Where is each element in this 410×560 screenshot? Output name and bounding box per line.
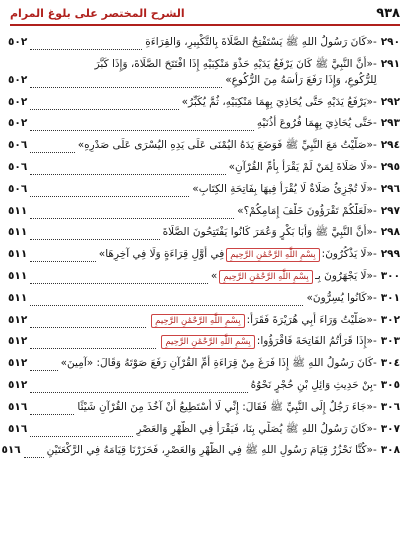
dotted-leader xyxy=(30,274,208,284)
dotted-leader xyxy=(30,361,57,371)
entry-page: ٥١١ xyxy=(8,269,28,282)
dotted-leader xyxy=(30,252,96,262)
index-entry xyxy=(8,203,400,219)
entry-page: ٥١٢ xyxy=(8,335,28,348)
basmala-box: بِسْمِ اللَّهِ الرَّحْمَٰنِ الرَّحِيمِ xyxy=(219,270,312,284)
index-entry xyxy=(8,290,400,306)
basmala-box: بِسْمِ اللَّهِ الرَّحْمَٰنِ الرَّحِيمِ xyxy=(151,314,244,328)
entry-text: -«صَلَّيْتُ مَعَ النَّبِيِّ ﷺ فَوَضَعَ يَدَهُ اليُمْنَى عَلَى يَدِهِ اليُسْرَى عَلَى صَدْرِهِ» xyxy=(77,139,377,152)
index-entry xyxy=(8,312,400,328)
dotted-leader xyxy=(30,40,142,50)
index-entry xyxy=(8,159,400,175)
entry-text-continued: لِلرُّكُوعِ، وَإِذَا رَفَعَ رَأْسَهُ مِنَ الرُّكُوعِ» xyxy=(225,73,377,86)
entry-text: -«جَاءَ رَجُلٌ إِلَى النَّبِيِّ ﷺ فَقَالَ: إِنِّي لَا أَسْتَطِيعُ أَنْ آخُذَ مِنَ القُرْآنِ شَيْئًا xyxy=(77,400,377,413)
entry-page: ٥٠٦ xyxy=(8,160,28,173)
entry-text: -«لَعَلَّكُمْ تَقْرَؤُونَ خَلْفَ إِمَامِكُمْ؟» xyxy=(237,204,377,217)
entry-page: ٥١١ xyxy=(8,291,28,304)
entry-text: -«كَانُوا يُسِرُّونَ» xyxy=(306,291,377,304)
dotted-leader xyxy=(30,230,159,240)
entry-number: ٢٩٨ xyxy=(380,226,400,239)
dotted-leader xyxy=(30,383,247,393)
entry-page: ٥١٦ xyxy=(8,400,28,413)
entry-page: ٥١٢ xyxy=(8,378,28,391)
entry-number: ٢٩٢ xyxy=(380,95,400,108)
entry-page: ٥١١ xyxy=(8,204,28,217)
entry-number: ٣٠٠ xyxy=(380,269,400,282)
dotted-leader xyxy=(30,427,133,437)
dotted-leader xyxy=(30,318,146,328)
entry-number: ٣٠٣ xyxy=(380,335,400,348)
entry-page: ٥١٢ xyxy=(8,313,28,326)
entry-page: ٥١٢ xyxy=(8,357,28,370)
entry-page: ٥١١ xyxy=(8,226,28,239)
entry-text: -«لَا يَجْهَرُونَ بِـ xyxy=(314,269,377,282)
entry-page: ٥٠٢ xyxy=(8,36,28,48)
entry-page: ٥٠٢ xyxy=(8,117,28,130)
index-entry xyxy=(8,355,400,371)
entry-number: ٢٩٦ xyxy=(380,182,400,195)
index-entry xyxy=(8,399,400,415)
entry-number: ٢٩٤ xyxy=(380,139,400,152)
index-entry xyxy=(8,137,400,153)
dotted-leader xyxy=(30,405,74,415)
entry-number: ٢٩٠ xyxy=(380,36,400,48)
entry-number: ٢٩١ xyxy=(380,57,400,70)
page-number: ٩٣٨ xyxy=(376,5,400,21)
entry-number: ٢٩٥ xyxy=(380,160,400,173)
index-entry xyxy=(8,421,400,437)
index-entry xyxy=(8,224,400,240)
entry-page: ٥١١ xyxy=(8,248,28,261)
index-entry xyxy=(8,34,400,50)
index-entry xyxy=(8,268,400,284)
dotted-leader xyxy=(30,121,254,131)
dotted-leader xyxy=(30,339,156,349)
index-entry xyxy=(8,94,400,110)
entry-number: ٢٩٩ xyxy=(380,248,400,261)
dotted-leader xyxy=(30,78,222,88)
index-entry xyxy=(8,115,400,131)
index-entry xyxy=(8,56,400,88)
entry-text-after: فِي أَوَّلِ قِرَاءَةٍ وَلَا فِي آخِرِهَا» xyxy=(98,248,225,261)
entry-text: -«أَنَّ النَّبِيَّ ﷺ وَأَبَا بَكْرٍ وَعُمَرَ كَانُوا يَفْتَتِحُونَ الصَّلَاةَ xyxy=(162,226,377,239)
basmala-box: بِسْمِ اللَّهِ الرَّحْمَٰنِ الرَّحِيمِ xyxy=(226,248,319,262)
entry-text: -«لَا تُجْزِئُ صَلَاةٌ لَا يُقْرَأُ فِيهَا بِفَاتِحَةِ الكِتَابِ» xyxy=(192,182,377,195)
index-entry xyxy=(8,377,400,393)
index-list xyxy=(1,34,400,464)
index-entry xyxy=(8,181,400,197)
entry-text: -«كَانَ رَسُولُ اللهِ ﷺ يَسْتَفْتِحُ الصَّلَاةَ بِالتَّكْبِيرِ، وَالقِرَاءَةِ xyxy=(145,36,377,48)
entry-page: ٥١٦ xyxy=(1,444,21,457)
entry-text: -بِنْ حَدِيثِ وَائِلِ بْنِ حُجْرٍ نَحْوُهُ xyxy=(250,378,377,391)
entry-text: -«لَا يَذْكُرُونَ: xyxy=(321,248,377,261)
entry-number: ٣٠٤ xyxy=(380,357,400,370)
entry-text: -«كَانَ رَسُولُ اللهِ ﷺ يُصَلِّي بِنَا، فَيَقْرَأُ فِي الظُّهْرِ وَالعَصْرِ xyxy=(136,422,377,435)
entry-page: ٥٠٢ xyxy=(8,73,28,86)
entry-text: -«يَرْفَعُ يَدَيْهِ حَتَّى يُحَاذِيَ بِهِمَا مَنْكِبَيْهِ، ثُمَّ يُكَبِّرُ» xyxy=(181,95,377,108)
dotted-leader xyxy=(30,165,225,175)
entry-number: ٣٠١ xyxy=(380,291,400,304)
dotted-leader xyxy=(30,100,178,110)
entry-text: -«أَنَّ النَّبِيَّ ﷺ كَانَ يَرْفَعُ يَدَيْهِ حَذْوَ مَنْكِبَيْهِ إِذَا افْتَتَحَ الصَّلَاةَ، وَإِذَا كَبَّرَ xyxy=(94,57,377,70)
entry-text: -«كُنَّا نَحْزُرُ قِيَامَ رَسُولِ اللهِ ﷺ فِي الظُّهْرِ وَالعَصْرِ، فَحَزَرْنَا قِيَامَهُ فِي الرَّكْعَتَيْنِ xyxy=(46,444,377,457)
page-header xyxy=(10,2,400,26)
dotted-leader xyxy=(30,143,74,153)
index-entry xyxy=(8,246,400,262)
dotted-leader xyxy=(30,296,303,306)
header-title: الشرح المختصر على بلوغ المرام xyxy=(10,6,185,20)
entry-text: -حَتَّى يُحَاذِيَ بِهِمَا فُرُوعَ أُذُنَيْهِ xyxy=(256,117,377,130)
entry-number: ٣٠٢ xyxy=(380,313,400,326)
entry-number: ٣٠٨ xyxy=(380,444,400,457)
entry-text: -«لَا صَلَاةَ لِمَنْ لَمْ يَقْرَأْ بِأُمِّ القُرْآنِ» xyxy=(228,160,377,173)
entry-text: -«إِذَا قَرَأْتُمُ الفَاتِحَةَ فَاقْرَؤُوا: xyxy=(256,335,377,348)
entry-number: ٢٩٧ xyxy=(380,204,400,217)
entry-page: ٥١٦ xyxy=(8,422,28,435)
entry-number: ٣٠٦ xyxy=(380,400,400,413)
entry-text-after: » xyxy=(210,269,218,282)
entry-page: ٥٠٦ xyxy=(8,139,28,152)
entry-text: -كَانَ رَسُولُ اللهِ ﷺ إِذَا فَرَغَ مِنْ قِرَاءَةِ أُمِّ القُرْآنِ رَفَعَ صَوْتَهُ وَقَالَ: «آمِينَ» xyxy=(60,357,377,370)
index-entry xyxy=(1,442,400,458)
dotted-leader xyxy=(30,187,189,197)
dotted-leader xyxy=(30,209,234,219)
entry-number: ٢٩٣ xyxy=(380,117,400,130)
entry-number: ٣٠٥ xyxy=(380,378,400,391)
entry-page: ٥٠٦ xyxy=(8,182,28,195)
basmala-box: بِسْمِ اللَّهِ الرَّحْمَٰنِ الرَّحِيمِ xyxy=(161,335,254,349)
entry-text: -«صَلَّيْتُ وَرَاءَ أَبِي هُرَيْرَةَ فَقَرَأَ: xyxy=(246,313,377,326)
entry-number: ٣٠٧ xyxy=(380,422,400,435)
dotted-leader xyxy=(24,448,44,458)
entry-page: ٥٠٢ xyxy=(8,95,28,108)
index-entry xyxy=(8,333,400,349)
